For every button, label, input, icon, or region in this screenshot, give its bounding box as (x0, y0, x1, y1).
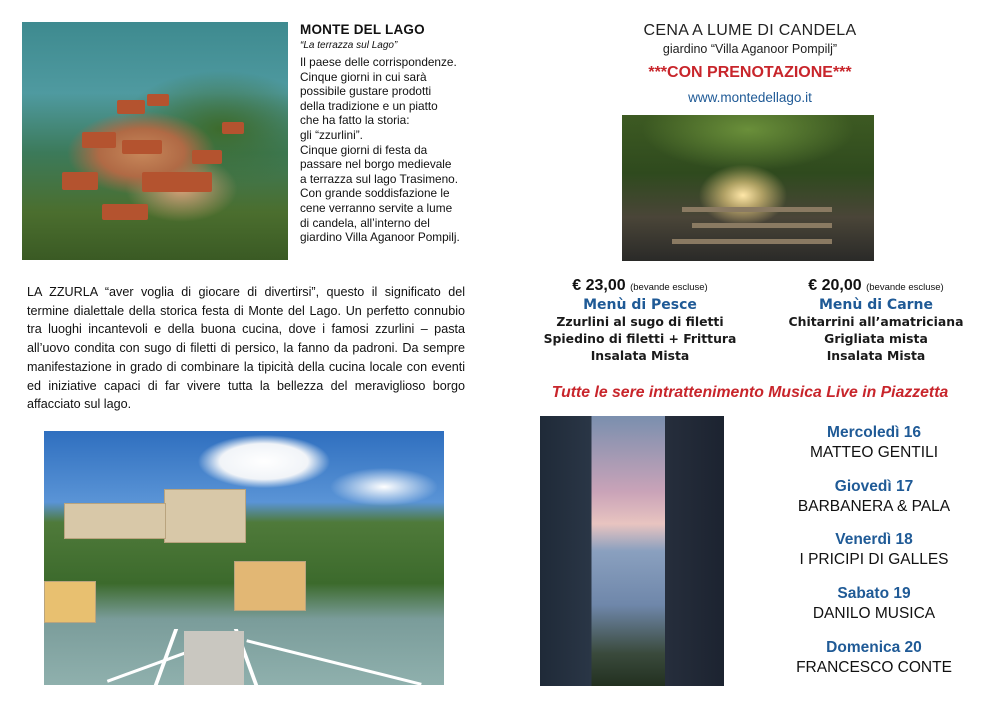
pier-photo (44, 431, 444, 685)
description-line: possibile gustare prodotti (300, 84, 432, 99)
monte-del-lago-subtitle: “La terrazza sul Lago” (300, 40, 398, 51)
description-line: che ha fatto la storia: (300, 113, 410, 128)
event-day: Giovedì 17 (834, 478, 914, 495)
event-artist: MATTEO GENTILI (809, 444, 939, 461)
description-line: gli “zzurlini”. (300, 127, 363, 142)
description-line: a terrazza sul lago Trasimeno. (300, 171, 459, 186)
event-day: Sabato 19 (837, 585, 911, 602)
description-line: Il paese delle corrispondenze. (300, 55, 457, 69)
event-item (752, 531, 996, 569)
price-note: (bevande escluse) (866, 282, 944, 293)
monte-del-lago-description (300, 55, 478, 245)
menu-pesce (524, 277, 756, 364)
village-photo (22, 22, 288, 260)
live-music-banner: Tutte le sere intrattenimento Musica Live in Piazzetta (551, 384, 949, 401)
website-link[interactable]: www.montedellago.it (688, 90, 812, 105)
zzurla-paragraph: LA ZZURLA “aver voglia di giocare di divertirsi”, questo il significato del termine dialettale della storica festa di Monte del Lago. Un perfetto connubio tra luoghi incantevoli e della buona cucina, dove i famosi zzurlini – pasta all’uovo condita con sugo di filetti di persico, la fanno da padroni. Da sempre manifestazione in grado di combinare la tipicità della cucina locale con eventi ed iniziative capaci di far vivere tutta la bellezza del meraviglioso borgo affacciato sul lago. (27, 285, 465, 412)
garden-photo (622, 115, 874, 261)
event-day: Venerdì 18 (835, 531, 913, 548)
menu-name: Menù di Carne (818, 297, 934, 313)
event-item (752, 639, 996, 677)
description-line: della tradizione e un piatto (300, 98, 438, 113)
description-line: passare nel borgo medievale (300, 157, 452, 172)
menu-name: Menù di Pesce (583, 297, 697, 313)
prenotazione-notice: ***CON PRENOTAZIONE*** (648, 64, 852, 81)
event-artist: BARBANERA & PALA (797, 498, 951, 515)
menu-price (524, 277, 756, 295)
cena-subtitle: giardino “Villa Aganoor Pompilj” (662, 42, 838, 56)
event-item (752, 424, 996, 462)
menu-price (766, 277, 986, 295)
description-line: Con grande soddisfazione le (300, 186, 450, 201)
description-line: di candela, all’interno del (300, 215, 430, 230)
monte-del-lago-title: MONTE DEL LAGO (300, 22, 425, 37)
menu-dish: Chitarrini all’amatriciana (788, 314, 964, 329)
cena-title: CENA A LUME DI CANDELA (643, 22, 857, 39)
event-day: Mercoledì 16 (827, 424, 921, 441)
description-line: Cinque giorni in cui sarà (300, 69, 427, 84)
price-note: (bevande escluse) (630, 282, 708, 293)
menu-dish: Grigliata mista (824, 331, 928, 346)
event-artist: DANILO MUSICA (812, 605, 936, 622)
alley-lake-photo (540, 416, 724, 686)
description-line: giardino Villa Aganoor Pompilj. (300, 230, 460, 245)
event-item (752, 585, 996, 623)
price-value: € 23,00 (572, 277, 626, 294)
menu-carne (766, 277, 986, 364)
menu-dish: Zzurlini al sugo di filetti (556, 314, 724, 329)
description-line: cene verranno servite a lume (300, 200, 453, 215)
price-value: € 20,00 (808, 277, 862, 294)
menu-dish: Insalata Mista (590, 348, 690, 363)
event-artist: FRANCESCO CONTE (796, 659, 952, 676)
menu-dish: Insalata Mista (826, 348, 926, 363)
menu-dish: Spiedino di filetti + Frittura (543, 331, 737, 346)
description-line: Cinque giorni di festa da (300, 142, 428, 157)
event-day: Domenica 20 (826, 639, 922, 656)
event-item (752, 478, 996, 516)
event-artist: I PRICIPI DI GALLES (799, 551, 949, 568)
